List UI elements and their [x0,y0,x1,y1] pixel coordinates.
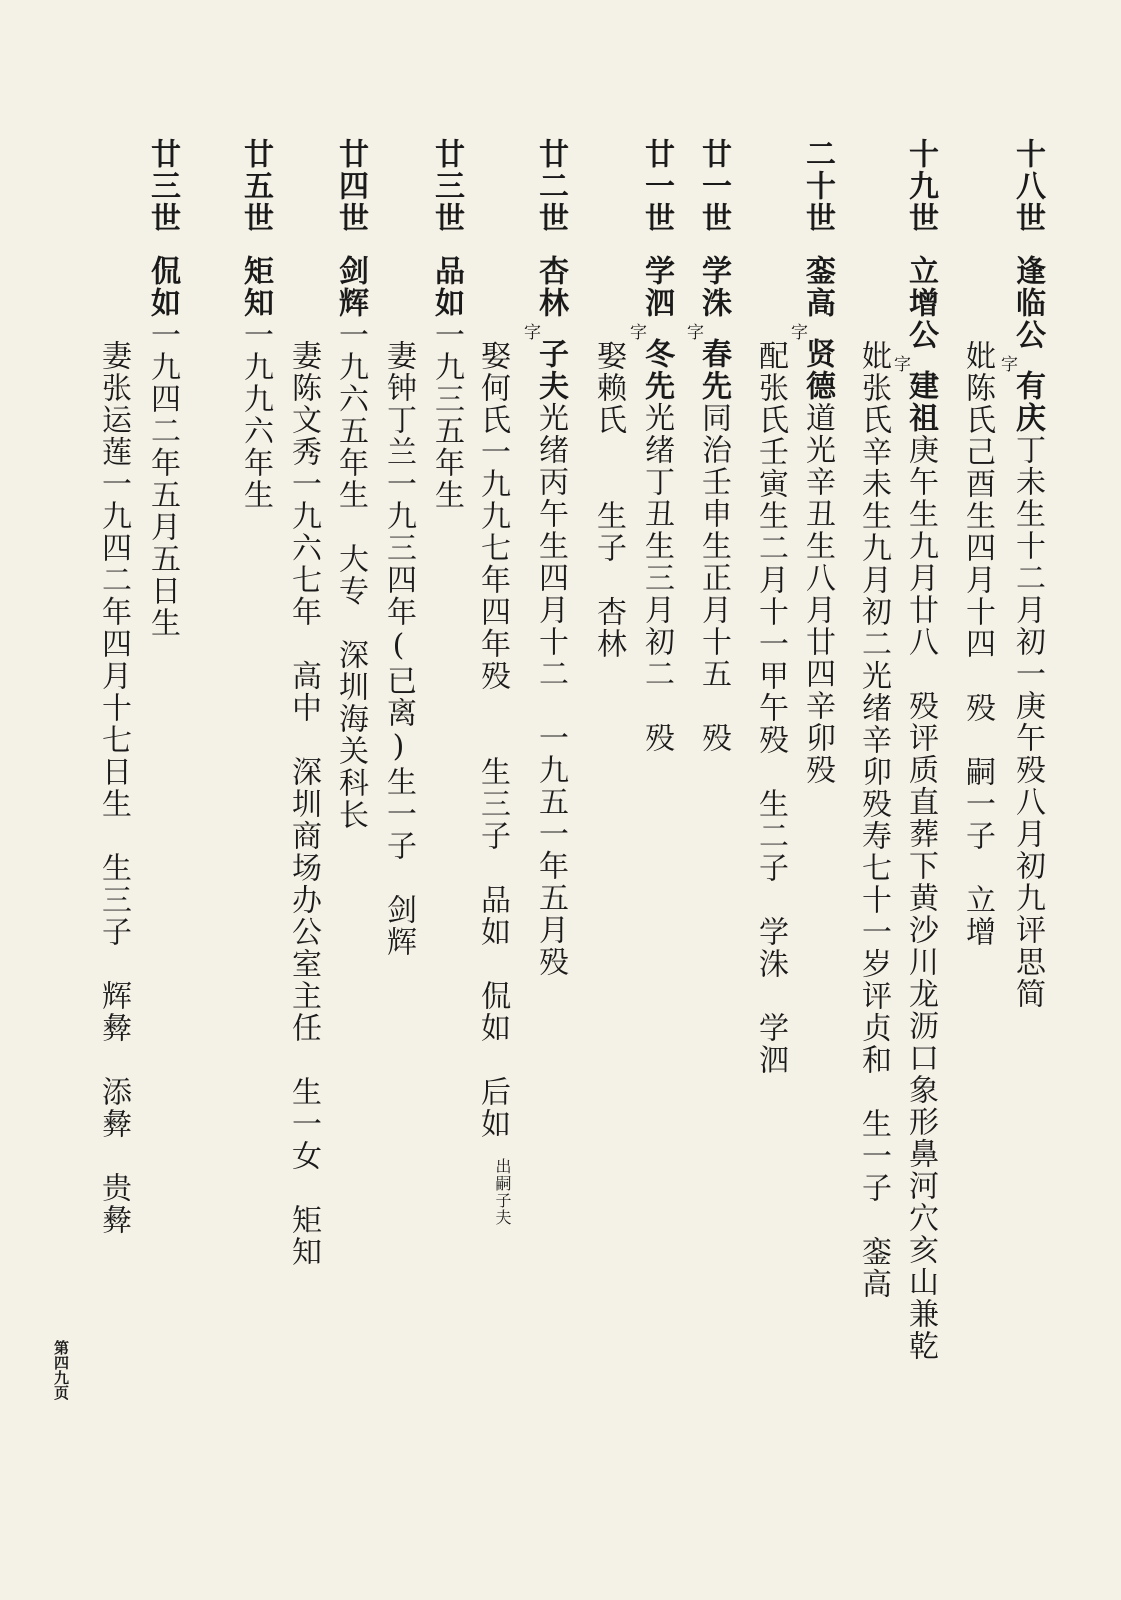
person-name: 学泗 [639,255,674,319]
person-name: 剑辉 [333,255,368,319]
main-line [520,255,568,978]
zi-marker: 字 [520,323,540,342]
biography-text: 光绪丁丑生三月初二 殁 [639,402,674,754]
spouse-line [475,340,512,1226]
person-name: 侃如 [145,255,180,319]
zi-marker: 字 [997,355,1017,374]
generation-label: 廿四世 [333,138,368,234]
main-line [626,255,674,754]
courtesy-name: 冬先 [639,338,674,402]
courtesy-name: 有庆 [1010,370,1045,434]
biography-text: 庚午生九月廿八 殁评质直葬下黄沙川龙沥口象形鼻河穴亥山兼乾 [903,434,938,1362]
zi-marker: 字 [787,323,807,342]
biography-text: 同治壬申生正月十五 殁 [696,402,731,754]
spouse-text: 娶何氏一九九七年四年殁 生三子 品如 侃如 后如 [475,340,510,1140]
generation-label: 廿一世 [639,138,674,234]
adoption-note: 出嗣子夫 [493,1158,512,1226]
spouse-line: 娶赖氏 生子 杏林 [591,340,626,660]
main-line [333,255,368,831]
main-line [890,255,938,1362]
zi-marker: 字 [683,323,703,342]
zi-marker: 字 [626,323,646,342]
person-name: 矩知 [238,255,273,319]
biography-text: 一九三五年生 [429,319,464,511]
biography-text: 道光辛丑生八月廿四辛卯殁 [800,402,835,786]
courtesy-name: 建祖 [903,370,938,434]
biography-text: 一九九六年生 [238,319,273,511]
main-line [997,255,1045,1010]
spouse-line: 妻张运莲一九四二年四月十七日生 生三子 辉彜 添彜 贵彜 [96,340,131,1236]
generation-label: 廿一世 [696,138,731,234]
courtesy-name: 子夫 [533,338,568,402]
spouse-line: 妣张氏辛未生九月初二光绪辛卯殁寿七十一岁评贞和 生一子 銮高 [856,340,891,1300]
biography-text: 一九四二年五月五日生 [145,319,180,639]
main-line [787,255,835,786]
main-line [429,255,464,511]
generation-label: 廿三世 [429,138,464,234]
spouse-line: 配张氏壬寅生二月十一甲午殁 生二子 学洙 学泗 [753,340,788,1076]
generation-label: 二十世 [800,138,835,234]
courtesy-name: 春先 [696,338,731,402]
page-number: 第四九页 [52,1340,70,1400]
generation-label: 廿五世 [238,138,273,234]
main-line [145,255,180,639]
person-name: 杏林 [533,255,568,319]
generation-label: 十八世 [1010,138,1045,234]
generation-label: 廿二世 [533,138,568,234]
spouse-line: 妻陈文秀一九六七年 高中 深圳商场办公室主任 生一女 矩知 [286,340,321,1268]
zi-marker: 字 [890,355,910,374]
biography-text: 光绪丙午生四月十二 一九五一年五月殁 [533,402,568,978]
person-name: 逢临公 [1010,255,1045,351]
generation-label: 十九世 [903,138,938,234]
biography-text: 丁未生十二月初一庚午殁八月初九评思简 [1010,434,1045,1010]
main-line [683,255,731,754]
generation-label: 廿三世 [145,138,180,234]
person-name: 立增公 [903,255,938,351]
person-name: 品如 [429,255,464,319]
person-name: 学洙 [696,255,731,319]
person-name: 銮高 [800,255,835,319]
spouse-line: 妣陈氏己酉生四月十四 殁 嗣一子 立增 [960,340,995,948]
spouse-line: 妻钟丁兰一九三四年(已离)生一子 剑辉 [381,340,416,958]
biography-text: 一九六五年生 大专 深圳海关科长 [333,319,368,831]
main-line [238,255,273,511]
courtesy-name: 贤德 [800,338,835,402]
